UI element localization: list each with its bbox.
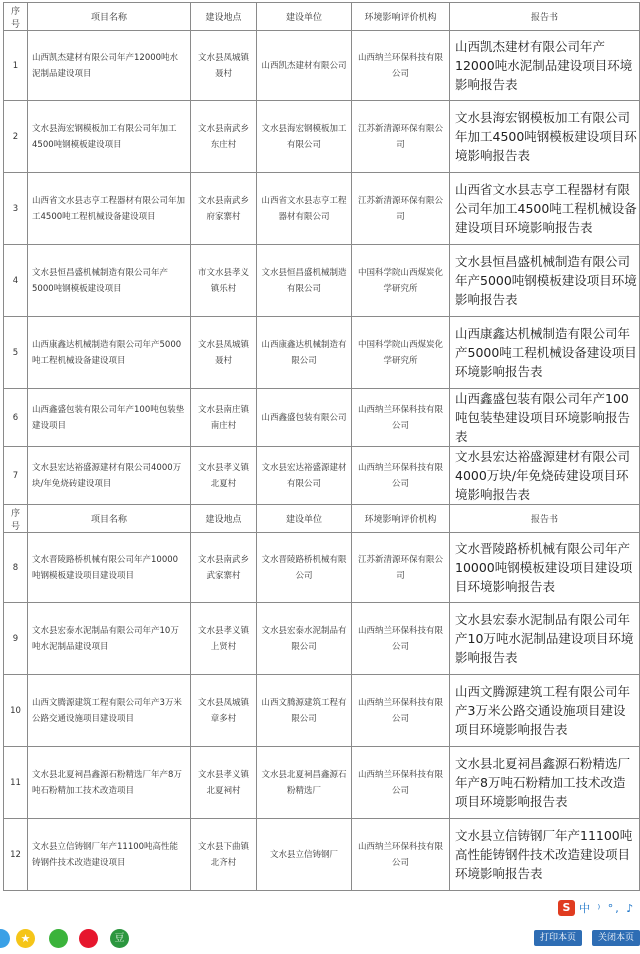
project-location: 文水县凤城镇章多村 [191,675,257,747]
project-name: 文水晋陵路桥机械有限公司年产10000吨钢模板建设项目建设项目 [28,533,191,603]
header-location: 建设地点 [191,505,257,533]
eia-agency: 山西纳兰环保科技有限公司 [352,447,450,505]
construction-unit: 文水县海宏钢模板加工有限公司 [257,101,352,173]
table-row [4,603,640,675]
project-name: 山西康鑫达机械制造有限公司年产5000吨工程机械设备建设项目 [28,317,191,389]
header-no: 序号 [4,3,28,31]
project-name: 山西鑫盛包装有限公司年产100吨包装垫建设项目 [28,389,191,447]
ime-toolbar[interactable] [556,897,640,919]
construction-unit: 文水晋陵路桥机械有限公司 [257,533,352,603]
report-title: 文水县北夏祠昌鑫源石粉精选厂年产8万吨石粉精加工技术改造项目环境影响报告表 [450,747,640,819]
project-location: 文水县南庄镇南庄村 [191,389,257,447]
eia-agency: 山西纳兰环保科技有限公司 [352,675,450,747]
table-row [4,389,640,447]
header-agency: 环境影响评价机构 [352,505,450,533]
project-name: 文水县海宏钢模板加工有限公司年加工4500吨钢模板建设项目 [28,101,191,173]
header-report: 报告书 [450,505,640,533]
project-name: 山西省文水县志亨工程器材有限公司年加工4500吨工程机械设备建设项目 [28,173,191,245]
header-location: 建设地点 [191,3,257,31]
project-name: 文水县宏泰水泥制品有限公司年产10万吨水泥制品建设项目 [28,603,191,675]
construction-unit: 山西鑫盛包装有限公司 [257,389,352,447]
row-number: 11 [4,747,28,819]
construction-unit: 文水县恒昌盛机械制造有限公司 [257,245,352,317]
close-button[interactable]: 关闭本页 [592,930,640,946]
eia-agency: 江苏新清源环保有限公司 [352,101,450,173]
project-location: 文水县孝义镇北夏村 [191,447,257,505]
row-number: 7 [4,447,28,505]
footer-bar [0,925,640,954]
table-row [4,675,640,747]
header-no: 序号 [4,505,28,533]
table-row [4,31,640,101]
share-douban-icon[interactable]: 豆 [110,929,129,948]
table-row [4,533,640,603]
project-name: 文水县立信铸钢厂年产11100吨高性能铸钢件技术改造建设项目 [28,819,191,891]
print-button[interactable]: 打印本页 [534,930,582,946]
project-location: 文水县下曲镇北齐村 [191,819,257,891]
row-number: 8 [4,533,28,603]
header-org: 建设单位 [257,3,352,31]
table-row [4,819,640,891]
row-number: 10 [4,675,28,747]
header-name: 项目名称 [28,3,191,31]
eia-agency: 山西纳兰环保科技有限公司 [352,747,450,819]
eia-agency: 山西纳兰环保科技有限公司 [352,819,450,891]
row-number: 12 [4,819,28,891]
row-number: 5 [4,317,28,389]
project-location: 文水县凤城镇聂村 [191,317,257,389]
share-wechat-icon[interactable] [49,929,68,948]
eia-agency: 中国科学院山西煤炭化学研究所 [352,317,450,389]
project-name: 文水县北夏祠昌鑫源石粉精选厂年产8万吨石粉精加工技术改造项目 [28,747,191,819]
project-location: 文水县孝义镇北夏祠村 [191,747,257,819]
construction-unit: 山西凯杰建材有限公司 [257,31,352,101]
row-number: 4 [4,245,28,317]
row-number: 2 [4,101,28,173]
construction-unit: 山西文腾源建筑工程有限公司 [257,675,352,747]
construction-unit: 山西康鑫达机械制造有限公司 [257,317,352,389]
table-row [4,173,640,245]
report-title: 山西鑫盛包装有限公司年产100吨包装垫建设项目环境影响报告表 [450,389,640,447]
table-row [4,317,640,389]
table-header-row [4,3,640,31]
table-row [4,447,640,505]
table-header-row [4,505,640,533]
eia-report-table [3,2,640,891]
report-title: 山西康鑫达机械制造有限公司年产5000吨工程机械设备建设项目环境影响报告表 [450,317,640,389]
table-row [4,747,640,819]
project-location: 文水县南武乡府家寨村 [191,173,257,245]
report-title: 文水县宏泰水泥制品有限公司年产10万吨水泥制品建设项目环境影响报告表 [450,603,640,675]
header-org: 建设单位 [257,505,352,533]
report-title: 山西文腾源建筑工程有限公司年产3万米公路交通设施项目建设项目环境影响报告表 [450,675,640,747]
share-qzone-icon[interactable] [0,929,10,948]
header-report: 报告书 [450,3,640,31]
header-name: 项目名称 [28,505,191,533]
project-name: 山西凯杰建材有限公司年产12000吨水泥制品建设项目 [28,31,191,101]
report-title: 文水县宏达裕盛源建材有限公司4000万块/年免烧砖建设项目环境影响报告表 [450,447,640,505]
table-row [4,245,640,317]
row-number: 9 [4,603,28,675]
construction-unit: 文水县宏达裕盛源建材有限公司 [257,447,352,505]
report-title: 山西省文水县志亨工程器材有限公司年加工4500吨工程机械设备建设项目环境影响报告表 [450,173,640,245]
report-title: 山西凯杰建材有限公司年产12000吨水泥制品建设项目环境影响报告表 [450,31,640,101]
report-title: 文水晋陵路桥机械有限公司年产10000吨钢模板建设项目建设项目环境影响报告表 [450,533,640,603]
eia-agency: 江苏新清源环保有限公司 [352,173,450,245]
eia-agency: 山西纳兰环保科技有限公司 [352,603,450,675]
project-location: 文水县凤城镇聂村 [191,31,257,101]
project-name: 山西文腾源建筑工程有限公司年产3万米公路交通设施项目建设项目 [28,675,191,747]
construction-unit: 文水县立信铸钢厂 [257,819,352,891]
row-number: 1 [4,31,28,101]
project-location: 文水县南武乡东庄村 [191,101,257,173]
project-location: 市文水县孝义镇乐村 [191,245,257,317]
header-agency: 环境影响评价机构 [352,3,450,31]
project-location: 文水县孝义镇上贤村 [191,603,257,675]
report-title: 文水县海宏钢模板加工有限公司年加工4500吨钢模板建设项目环境影响报告表 [450,101,640,173]
construction-unit: 文水县宏泰水泥制品有限公司 [257,603,352,675]
eia-agency: 山西纳兰环保科技有限公司 [352,31,450,101]
report-title: 文水县立信铸钢厂年产11100吨高性能铸钢件技术改造建设项目环境影响报告表 [450,819,640,891]
eia-agency: 中国科学院山西煤炭化学研究所 [352,245,450,317]
row-number: 6 [4,389,28,447]
project-name: 文水县恒昌盛机械制造有限公司年产5000吨钢模板建设项目 [28,245,191,317]
table-row [4,101,640,173]
share-star-icon[interactable]: ★ [16,929,35,948]
report-title: 文水县恒昌盛机械制造有限公司年产5000吨钢模板建设项目环境影响报告表 [450,245,640,317]
project-name: 文水县宏达裕盛源建材有限公司4000万块/年免烧砖建设项目 [28,447,191,505]
share-weibo-icon[interactable] [79,929,98,948]
eia-agency: 江苏新清源环保有限公司 [352,533,450,603]
sogou-logo-icon: S [558,900,575,916]
eia-agency: 山西纳兰环保科技有限公司 [352,389,450,447]
construction-unit: 文水县北夏祠昌鑫源石粉精选厂 [257,747,352,819]
construction-unit: 山西省文水县志亨工程器材有限公司 [257,173,352,245]
row-number: 3 [4,173,28,245]
project-location: 文水县南武乡武家寨村 [191,533,257,603]
ime-status: 中 ⁾ °, ♪ [579,902,636,915]
